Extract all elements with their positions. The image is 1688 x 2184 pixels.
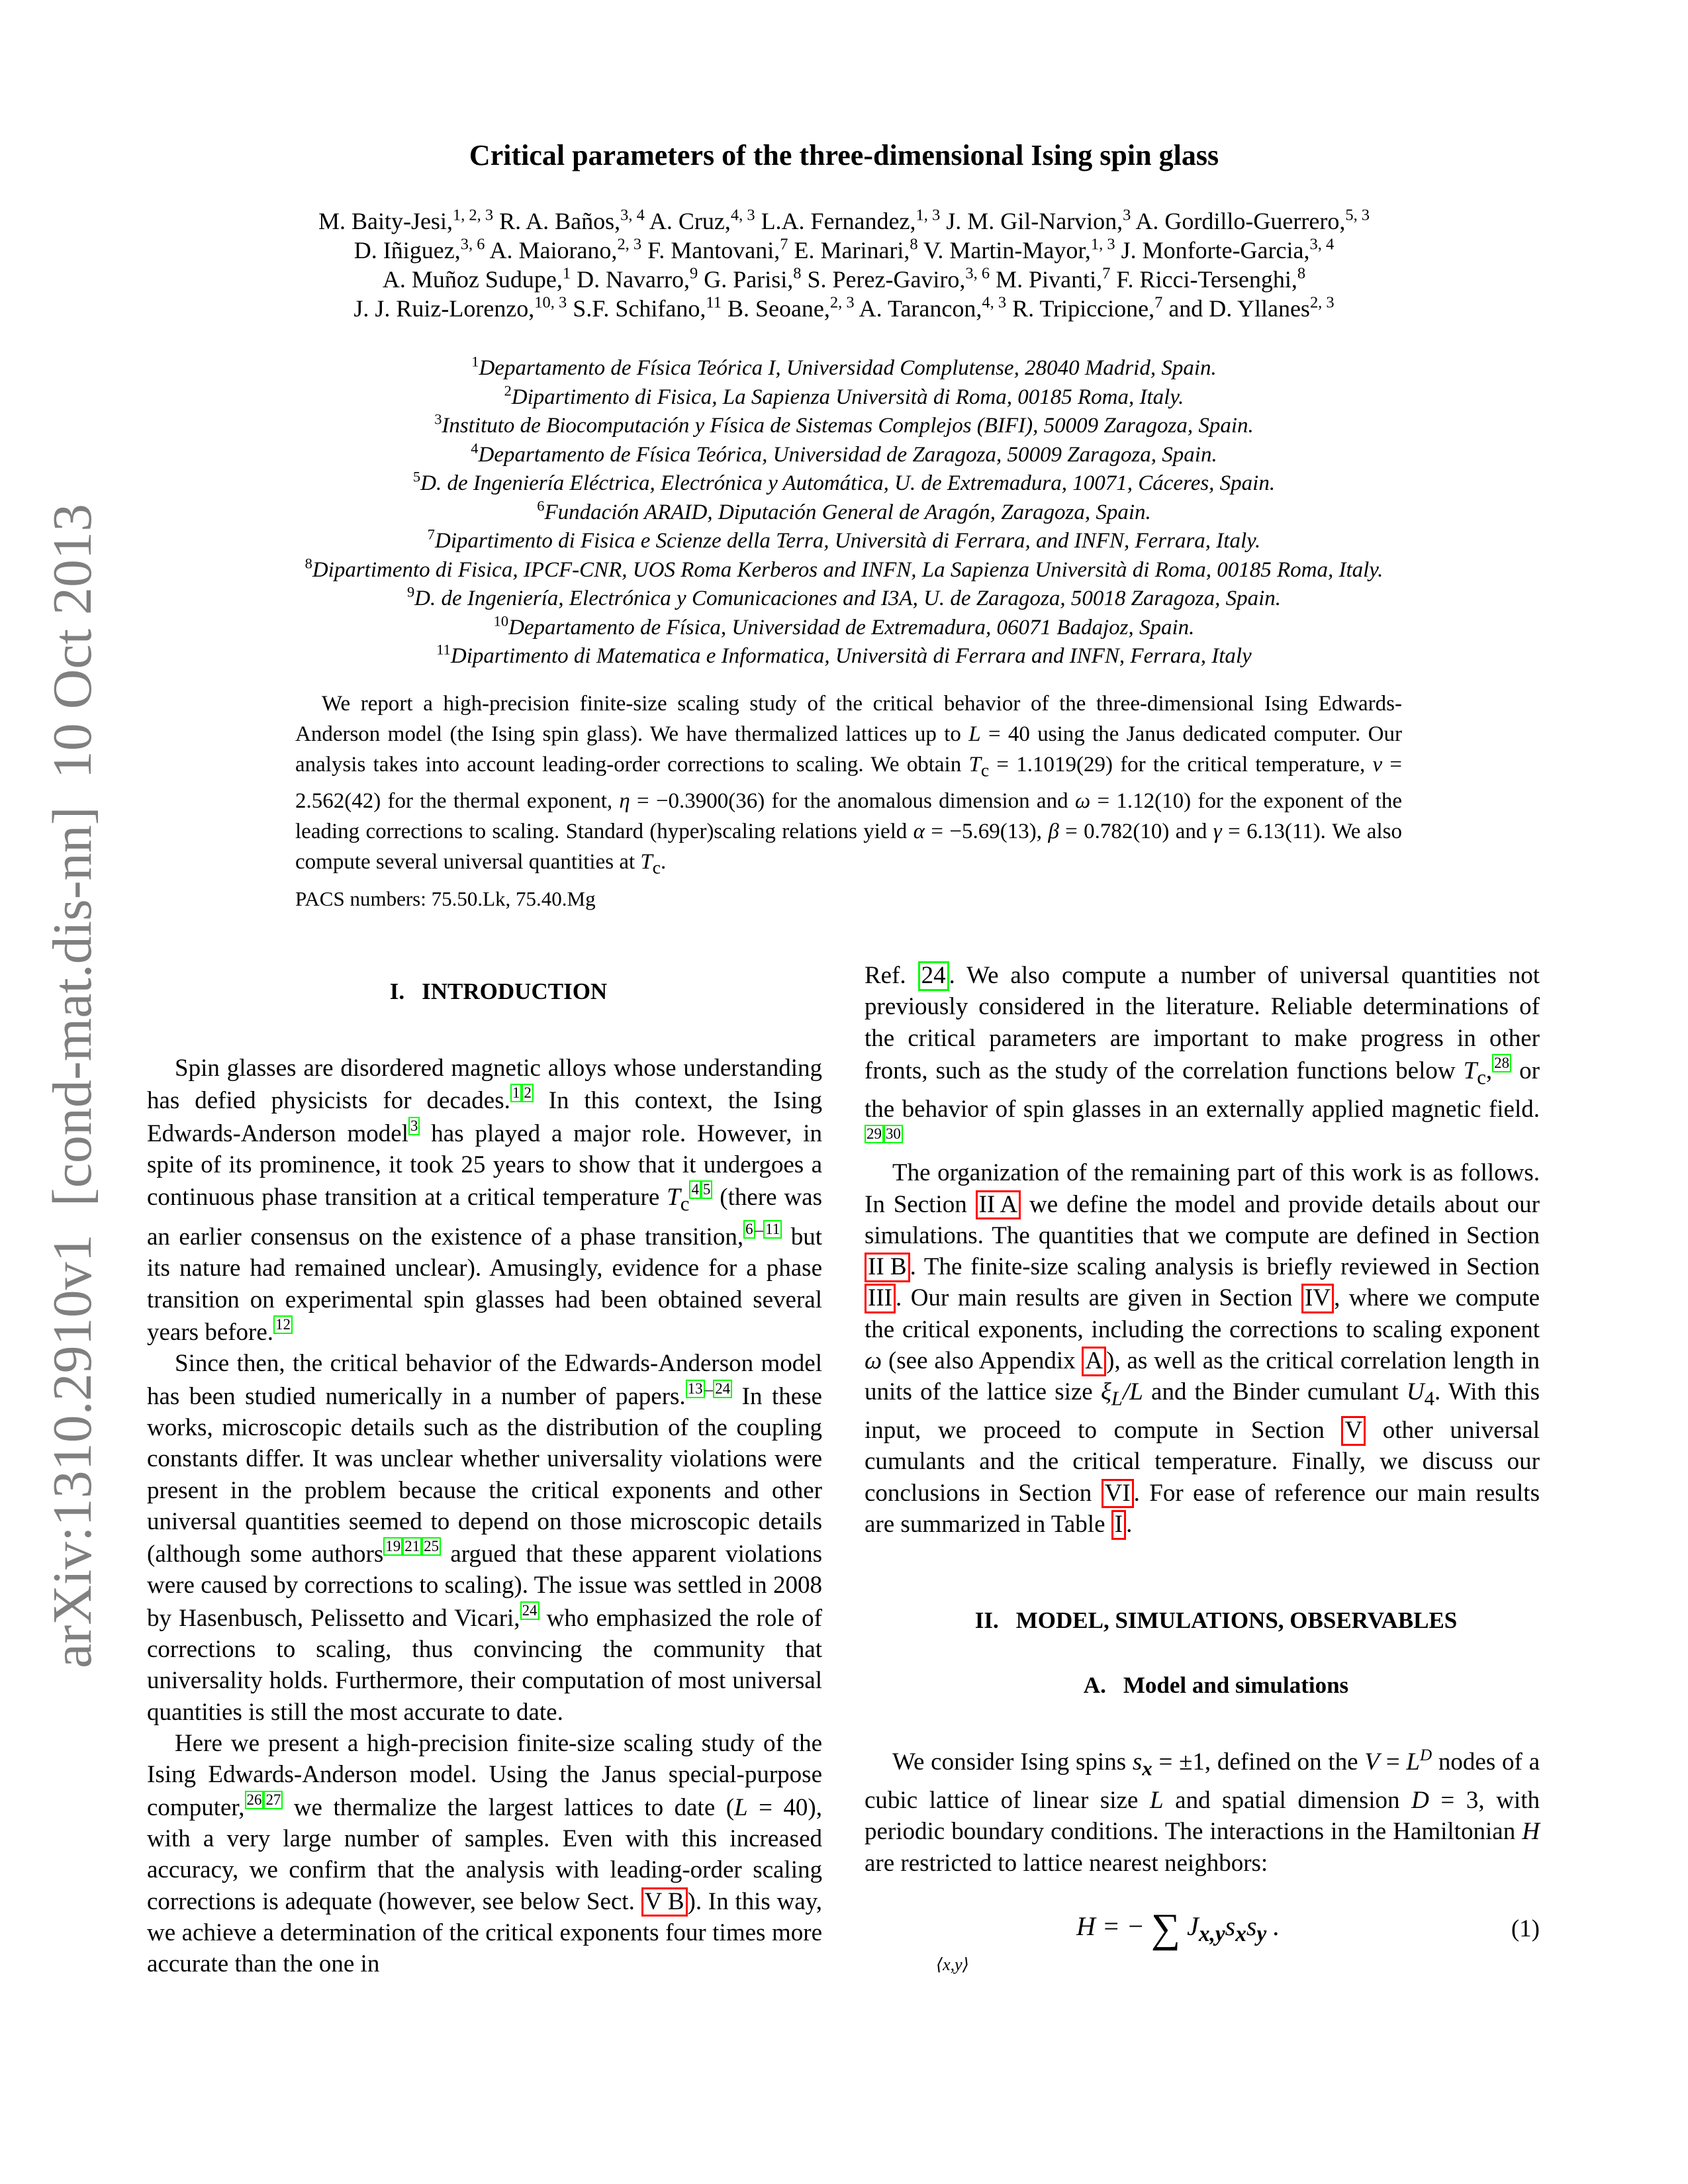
spin-subscript: y [1256, 1921, 1267, 1946]
text: . For ease of reference our main results are summarized in Table [865, 1479, 1540, 1538]
abstract-text: = −0.3900(36) for the anomalous dimension and [630, 788, 1075, 813]
math-var: L [1150, 1786, 1164, 1814]
author-name: J. J. Ruiz-Lorenzo, [353, 295, 535, 322]
citation-link[interactable]: 26 [245, 1791, 264, 1809]
author-affiliation-marker: 8 [793, 264, 802, 283]
citation-link[interactable]: 29 [865, 1125, 884, 1143]
affiliation-text: Instituto de Biocomputación y Física de Sistemas Complejos (BIFI), 50009 Zaragoza, Spain. [442, 414, 1254, 438]
abstract [295, 688, 1402, 882]
section-link-vb[interactable]: V B [641, 1887, 688, 1917]
math-subscript: c [980, 759, 990, 781]
math-superscript: D [1419, 1746, 1432, 1765]
intro-paragraph-3-continued: Ref. 24 . We also compute a number of universal quantities not previously considered in the literature. Reliable determinations of the critical parameters are important to make progress in other fronts, such as the study of the correlation functions below $T_c$, 28 or the behavior of spin glasses in an externally applied magnetic field.29 30 [865, 960, 1540, 1157]
appendix-link-a[interactable]: A [1082, 1347, 1106, 1376]
affiliation-number: 3 [434, 410, 442, 428]
equation-lhs: H = − [1076, 1911, 1145, 1941]
spin-symbol: s [1246, 1911, 1257, 1941]
text: . [1126, 1510, 1133, 1538]
author-affiliation-marker: 4, 3 [982, 293, 1007, 312]
abstract-text: = 6.13(11). We also compute several universal quantities at [295, 819, 1402, 874]
affiliation-line [0, 556, 1688, 585]
author-affiliation-marker: 4, 3 [730, 206, 755, 224]
section-title: MODEL, SIMULATIONS, OBSERVABLES [1015, 1607, 1458, 1634]
citation-link[interactable]: 4 [689, 1180, 700, 1199]
author-name: S.F. Schifano, [573, 295, 706, 322]
text: . We also compute a number of universal quantities not previously considered in the literature. Reliable determinations of the critical parameters are important to make progress in other fronts, such as the study of the correlation functions below [865, 962, 1540, 1084]
equation-end: . [1266, 1911, 1280, 1941]
affiliation-line [0, 441, 1688, 470]
equation-number: (1) [1511, 1915, 1540, 1942]
author-name: R. A. Baños, [499, 208, 621, 234]
math-var: /L [1122, 1378, 1143, 1406]
affiliation-number: 10 [493, 612, 509, 630]
citation-link[interactable]: 12 [273, 1315, 293, 1334]
sum-symbol: ∑ [1150, 1905, 1181, 1951]
text: . Our main results are given in Section [895, 1284, 1302, 1312]
abstract-text: = 40 using the Janus dedicated computer. Our analysis takes into account leading-order corrections to scaling. We obtain [295, 722, 1402, 777]
text: Spin glasses are disordered magnetic alloys whose understanding has defied physicists for decades. [147, 1055, 822, 1115]
section-heading-model [865, 1605, 1540, 1637]
text: = ±1, defined on the [1152, 1748, 1365, 1776]
author-name: F. Ricci-Tersenghi, [1116, 266, 1297, 293]
text: but its nature had remained unclear). Amusingly, evidence for a phase transition on experimental spin glasses had been obtained several years before. [147, 1223, 822, 1346]
affiliation-text: D. de Ingeniería, Electrónica y Comunicaciones and I3A, U. de Zaragoza, 50018 Zaragoza, Spain. [414, 587, 1282, 610]
text: . The finite-size scaling analysis is briefly reviewed in Section [910, 1253, 1540, 1281]
author-affiliation-marker: 8 [1297, 264, 1306, 283]
math-var: U [1406, 1378, 1425, 1406]
subsection-title: Model and simulations [1123, 1672, 1349, 1699]
author-affiliation-marker: 11 [706, 293, 722, 312]
right-column [865, 960, 1540, 1974]
affiliation-line [0, 469, 1688, 499]
author-affiliation-marker: 5, 3 [1345, 206, 1370, 224]
math-var: T [640, 849, 653, 874]
citation-dash: – [755, 1221, 764, 1240]
math-var: β [1048, 819, 1059, 843]
author-affiliation-marker: 9 [690, 264, 698, 283]
affiliation-line [0, 412, 1688, 441]
affiliation-number: 11 [436, 641, 451, 658]
math-var: ξ [1100, 1378, 1111, 1406]
math-var: ω [865, 1347, 882, 1375]
section-link-iia[interactable]: II A [976, 1190, 1021, 1220]
author-name: M. Pivanti, [996, 266, 1103, 293]
author-name: E. Marinari, [794, 237, 910, 263]
section-link-iib[interactable]: II B [865, 1253, 910, 1282]
math-var: L [734, 1793, 748, 1821]
affiliation-number: 4 [471, 440, 479, 457]
author-affiliation-marker: 1 [562, 264, 571, 283]
author-affiliation-marker: 2, 3 [617, 235, 642, 254]
intro-paragraph-1 [147, 1053, 822, 1348]
text: = 40), with a very large number of samples. Even with this increased accuracy, we confirm that the analysis with leading-order scaling corrections is adequate (however, see below Sect. [147, 1793, 822, 1915]
author-name: V. Martin-Mayor, [923, 237, 1091, 263]
author-affiliation-marker: 3, 4 [1309, 235, 1335, 254]
affiliation-text: D. de Ingeniería Eléctrica, Electrónica y Automática, U. de Extremadura, 10071, Cáceres, Spain. [420, 471, 1276, 495]
author-name: R. Tripiccione, [1012, 295, 1155, 322]
math-var: T [667, 1184, 680, 1211]
text: are restricted to lattice nearest neighbors: [865, 1849, 1268, 1877]
text: (there was an earlier consensus on the existence of a phase transition, [147, 1184, 822, 1251]
author-affiliation-marker: 3, 6 [460, 235, 485, 254]
affiliation-line [0, 383, 1688, 412]
citation-link[interactable]: 1 [510, 1084, 522, 1102]
author-affiliation-marker: 2, 3 [829, 293, 855, 312]
math-var: T [1463, 1057, 1477, 1084]
reference-link[interactable]: 24 [918, 961, 949, 991]
model-paragraph-1 [865, 1746, 1540, 1879]
spin-symbol: s [1225, 1911, 1236, 1941]
text: = [1379, 1748, 1407, 1776]
section-link-vi[interactable]: VI [1102, 1479, 1134, 1509]
citation-link[interactable]: 6 [743, 1220, 755, 1239]
affiliation-number: 2 [504, 382, 512, 399]
math-subscript: L [1111, 1387, 1123, 1410]
author-affiliation-marker: 1, 3 [915, 206, 941, 224]
math-var: T [968, 753, 981, 777]
abstract-text: We report a high-precision finite-size scaling study of the critical behavior of the three-dimensional Ising Edwards-Anderson model (the Ising spin glass). We have thermalized lattices up to [295, 692, 1402, 746]
affiliation-text: Departamento de Física Teórica I, Universidad Complutense, 28040 Madrid, Spain. [479, 356, 1217, 380]
math-var: L [1406, 1748, 1420, 1776]
affiliation-number: 1 [471, 353, 479, 370]
abstract-text: . [661, 849, 667, 874]
text: we thermalize the largest lattices to date ( [283, 1793, 735, 1821]
text: In this context, the Ising Edwards-Anderson model [147, 1087, 822, 1147]
text: has played a major role. However, in spite of its prominence, it took 25 years to show that it undergoes a continuous phase transition at a critical temperature [147, 1119, 822, 1211]
author-name: F. Mantovani, [647, 237, 780, 263]
coupling-symbol: J [1187, 1911, 1199, 1941]
affiliation-text: Departamento de Física Teórica, Universidad de Zaragoza, 50009 Zaragoza, Spain. [478, 442, 1217, 467]
text: . With this input, we proceed to compute in Section [865, 1378, 1540, 1445]
intro-paragraph-4 [865, 1157, 1540, 1540]
math-var: ω [1074, 788, 1091, 813]
section-number: I. [389, 978, 405, 1004]
author-name: B. Seoane, [727, 295, 830, 322]
math-var: D [1411, 1786, 1429, 1814]
author-line [0, 294, 1688, 323]
abstract-text: = 2.562(42) for the thermal exponent, [295, 753, 1402, 813]
text: , where we compute the critical exponents, including the corrections to scaling exponent [865, 1284, 1540, 1343]
citation-link[interactable]: 27 [263, 1791, 283, 1809]
author-affiliation-marker: 7 [1102, 264, 1111, 283]
author-name: A. Gordillo-Guerrero, [1135, 208, 1346, 234]
section-link-iv[interactable]: IV [1301, 1284, 1334, 1313]
affiliation-text: Dipartimento di Fisica, La Sapienza Università di Roma, 00185 Roma, Italy. [511, 385, 1184, 409]
paper-title: Critical parameters of the three-dimensional Ising spin glass [469, 139, 1219, 171]
citation-link[interactable]: 13 [686, 1380, 705, 1398]
equation-hamiltonian [865, 1904, 1540, 1974]
author-affiliation-marker: 1, 3 [1090, 235, 1115, 254]
affiliation-number: 9 [406, 583, 415, 600]
author-list [0, 207, 1688, 323]
subsection-heading-model-simulations [865, 1670, 1540, 1701]
text: The organization of the remaining part of this work is as follows. In Section [865, 1159, 1540, 1218]
text: or the behavior of spin glasses in an externally applied magnetic field. [865, 1057, 1540, 1123]
abstract-text: = −5.69(13), [924, 819, 1049, 843]
math-var: η [619, 788, 630, 813]
affiliation-line [0, 585, 1688, 614]
affiliation-line [0, 499, 1688, 528]
author-affiliation-marker: 10, 3 [534, 293, 567, 312]
text: we define the model and provide details about our simulations. The quantities that we compute are defined in Section [865, 1190, 1540, 1249]
author-name: J. Monforte-Garcia, [1121, 237, 1310, 263]
coupling-subscript: x,y [1198, 1921, 1225, 1946]
math-var: V [1364, 1748, 1380, 1776]
subsection-number: A. [1083, 1672, 1106, 1699]
affiliation-line [0, 354, 1688, 383]
text: and spatial dimension [1163, 1786, 1412, 1814]
math-subscript: 4 [1424, 1387, 1435, 1410]
affiliation-text: Dipartimento di Fisica, IPCF-CNR, UOS Roma Kerberos and INFN, La Sapienza Università di Roma, 00185 Roma, Italy. [312, 557, 1383, 582]
math-var: s [1132, 1748, 1143, 1776]
author-name: D. Iñiguez, [353, 237, 461, 263]
text: = 3, with periodic boundary conditions. The interactions in the Hamiltonian [865, 1786, 1540, 1846]
affiliation-line [0, 642, 1688, 671]
spin-subscript: x [1235, 1921, 1246, 1946]
arxiv-stamp: arXiv:1310.2910v1 [cond-mat.dis-nn] 10 Oct 2013 [42, 503, 103, 1668]
author-name: G. Parisi, [704, 266, 794, 293]
sum-index: ⟨x,y⟩ [936, 1954, 969, 1974]
section-link-v[interactable]: V [1341, 1416, 1366, 1446]
abstract-text: = 0.782(10) and [1058, 819, 1213, 843]
author-name: L.A. Fernandez, [761, 208, 916, 234]
affiliation-text: Departamento de Física, Universidad de Extremadura, 06071 Badajoz, Spain. [508, 615, 1195, 640]
text: In these works, microscopic details such as the distribution of the coupling constants differ. It was unclear whether universality violations were present in the problem because the critical exponents and other universal quantities seemed to depend on those microscopic details (although some authors [147, 1382, 822, 1568]
math-var: γ [1213, 819, 1222, 843]
text: Ref. [865, 962, 918, 989]
author-name: S. Perez-Gaviro, [807, 266, 966, 293]
citation-link[interactable]: 28 [1492, 1054, 1511, 1072]
author-affiliation-marker: 8 [910, 235, 918, 254]
affiliation-number: 6 [537, 497, 545, 514]
author-line [0, 207, 1688, 236]
math-var: L [968, 722, 981, 746]
text: who emphasized the role of corrections to scaling, thus convincing the community that universality holds. Furthermore, their computation of most universal quantities is still the most accurate to date. [147, 1604, 822, 1726]
author-affiliation-marker: 3, 6 [965, 264, 990, 283]
author-name: J. M. Gil-Narvion, [946, 208, 1123, 234]
section-link-iii[interactable]: III [865, 1284, 896, 1313]
math-var: α [913, 819, 925, 843]
affiliation-number: 7 [427, 526, 436, 543]
author-affiliation-marker: 3, 4 [620, 206, 645, 224]
equation-body [1076, 1905, 1280, 1951]
section-heading-introduction [147, 976, 822, 1008]
citation-link[interactable]: 30 [884, 1125, 903, 1143]
intro-paragraph-2 [147, 1348, 822, 1728]
section-number: II. [974, 1607, 999, 1634]
math-subscript: c [1477, 1066, 1486, 1089]
math-subscript: x [1142, 1757, 1152, 1780]
citation-link[interactable]: 25 [422, 1537, 441, 1556]
citation-link[interactable]: 24 [713, 1380, 732, 1398]
table-link-i[interactable]: I [1111, 1510, 1126, 1540]
author-affiliation-marker: 3 [1123, 206, 1131, 224]
text: (see also Appendix [882, 1347, 1082, 1375]
text: We consider Ising spins [892, 1748, 1133, 1776]
author-name: and D. Yllanes [1168, 295, 1310, 322]
affiliation-line [0, 527, 1688, 556]
math-var: H [1522, 1818, 1540, 1846]
citation-link[interactable]: 24 [520, 1601, 539, 1620]
author-affiliation-marker: 7 [1154, 293, 1163, 312]
affiliation-text: Dipartimento di Fisica e Scienze della Terra, Università di Ferrara, and INFN, Ferrara, Italy. [435, 529, 1261, 553]
text: Since then, the critical behavior of the Edwards-Anderson model has been studied numerically in a number of papers. [147, 1350, 822, 1410]
text: ), as well as the critical correlation length in units of the lattice size [865, 1347, 1540, 1406]
citation-dash: – [704, 1380, 714, 1399]
author-name: A. Maiorano, [489, 237, 618, 263]
author-affiliation-marker: 1, 2, 3 [452, 206, 494, 224]
affiliation-text: Dipartimento di Matematica e Informatica, Università di Ferrara and INFN, Ferrara, Italy [450, 644, 1252, 668]
math-subscript: c [680, 1192, 690, 1215]
affiliation-number: 8 [305, 555, 312, 572]
affiliation-line [0, 614, 1688, 643]
citation-link[interactable]: 3 [408, 1117, 420, 1135]
citation-link[interactable]: 11 [763, 1220, 782, 1239]
text: and the Binder cumulant [1143, 1378, 1407, 1406]
text: Here we present a high-precision finite-size scaling study of the Ising Edwards-Anderson model. Using the Janus special-purpose computer, [147, 1730, 822, 1821]
text: other universal cumulants and the critical temperature. Finally, we discuss our conclusions in Section [865, 1417, 1540, 1507]
section-title: INTRODUCTION [422, 978, 608, 1004]
citation-link[interactable]: 2 [522, 1084, 533, 1102]
author-name: D. Navarro, [577, 266, 690, 293]
abstract-text: = 1.12(10) for the exponent of the leading corrections to scaling. Standard (hyper)scaling relations yield [295, 788, 1403, 843]
left-column [147, 960, 822, 1979]
affiliation-number: 5 [412, 468, 421, 485]
citation-link[interactable]: 19 [383, 1537, 402, 1556]
author-name: A. Cruz, [649, 208, 731, 234]
author-line [0, 265, 1688, 294]
author-name: A. Muñoz Sudupe, [382, 266, 563, 293]
author-name: M. Baity-Jesi, [318, 208, 453, 234]
math-subscript: c [652, 857, 661, 878]
author-affiliation-marker: 2, 3 [1309, 293, 1335, 312]
author-line [0, 236, 1688, 265]
affiliation-list [0, 354, 1688, 671]
abstract-text: = 1.1019(29) for the critical temperature, [989, 753, 1373, 777]
affiliation-text: Fundación ARAID, Diputación General de Aragón, Zaragoza, Spain. [544, 500, 1151, 524]
math-var: ν [1372, 753, 1383, 777]
author-name: A. Tarancon, [859, 295, 982, 322]
text: ). In this way, we achieve a determination of the critical exponents four times more accurate than the one in [147, 1887, 822, 1978]
text: nodes of a cubic lattice of linear size [865, 1748, 1540, 1814]
intro-paragraph-3 [147, 1728, 822, 1979]
author-affiliation-marker: 7 [780, 235, 788, 254]
text: argued that these apparent violations were caused by corrections to scaling). The issue was settled in 2008 by Hasenbusch, Pelissetto and Vicari, [147, 1541, 823, 1632]
pacs-numbers: PACS numbers: 75.50.Lk, 75.40.Mg [295, 887, 596, 910]
citation-link[interactable]: 5 [701, 1180, 712, 1199]
citation-link[interactable]: 21 [402, 1537, 422, 1556]
